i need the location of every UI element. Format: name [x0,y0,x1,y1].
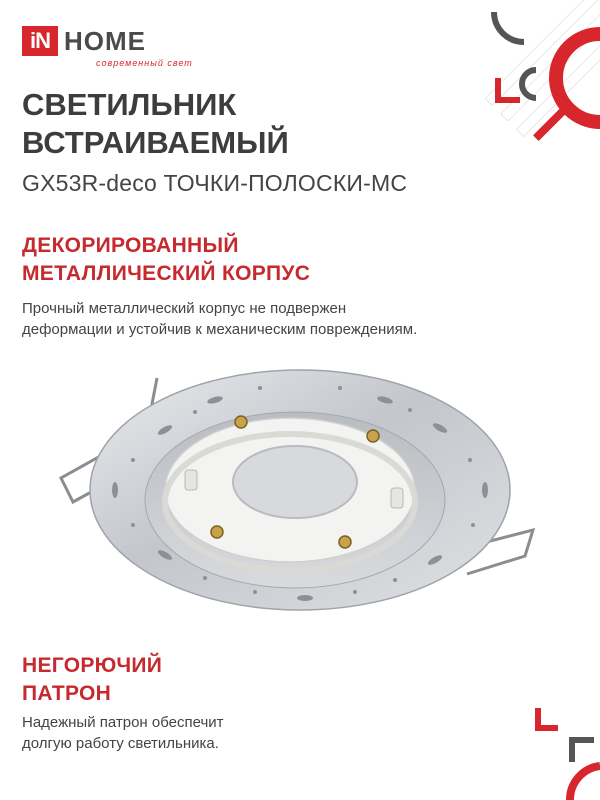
deco-red-arc-bottom [570,766,600,800]
deco-gray-arc [494,12,524,42]
deco-gray-corner-bottom [572,740,594,762]
decorative-corner-graphic-bottom [510,690,600,800]
title-line-1: СВЕТИЛЬНИК [22,87,237,122]
feature-heading-body-line-1: ДЕКОРИРОВАННЫЙ [22,234,239,257]
title-line-2: ВСТРАИВАЕМЫЙ [22,125,289,160]
deco-red-corner-bottom [538,708,558,728]
feature-text-body [22,298,492,340]
feature-text-socket-line-2: долгую работу светильника. [22,735,219,752]
feature-heading-socket-line-2: ПАТРОН [22,682,112,705]
feature-text-body-line-1: Прочный металлический корпус не подвержен [22,300,347,317]
feature-text-body-line-2: деформации и устойчив к механическим повреждениям. [22,321,418,338]
logo-tagline: современный свет [96,58,193,68]
product-title [22,86,462,162]
brand-logo [22,26,202,76]
feature-heading-body [22,232,310,288]
decorative-corner-graphic-top [476,0,600,160]
feature-heading-socket [22,652,162,708]
logo-in-badge: iN [22,26,58,56]
socket-center-opening [233,446,357,518]
logo-home-word: HOME [64,26,146,56]
feature-text-socket-line-1: Надежный патрон обеспечит [22,714,224,731]
product-image-recessed-luminaire [55,360,545,630]
feature-heading-body-line-2: МЕТАЛЛИЧЕСКИЙ КОРПУС [22,262,311,285]
feature-text-socket [22,712,322,754]
model-name: GX53R-deco ТОЧКИ-ПОЛОСКИ-МС [22,170,408,196]
logo-home-text [64,26,146,56]
feature-heading-socket-line-1: НЕГОРЮЧИЙ [22,654,163,677]
